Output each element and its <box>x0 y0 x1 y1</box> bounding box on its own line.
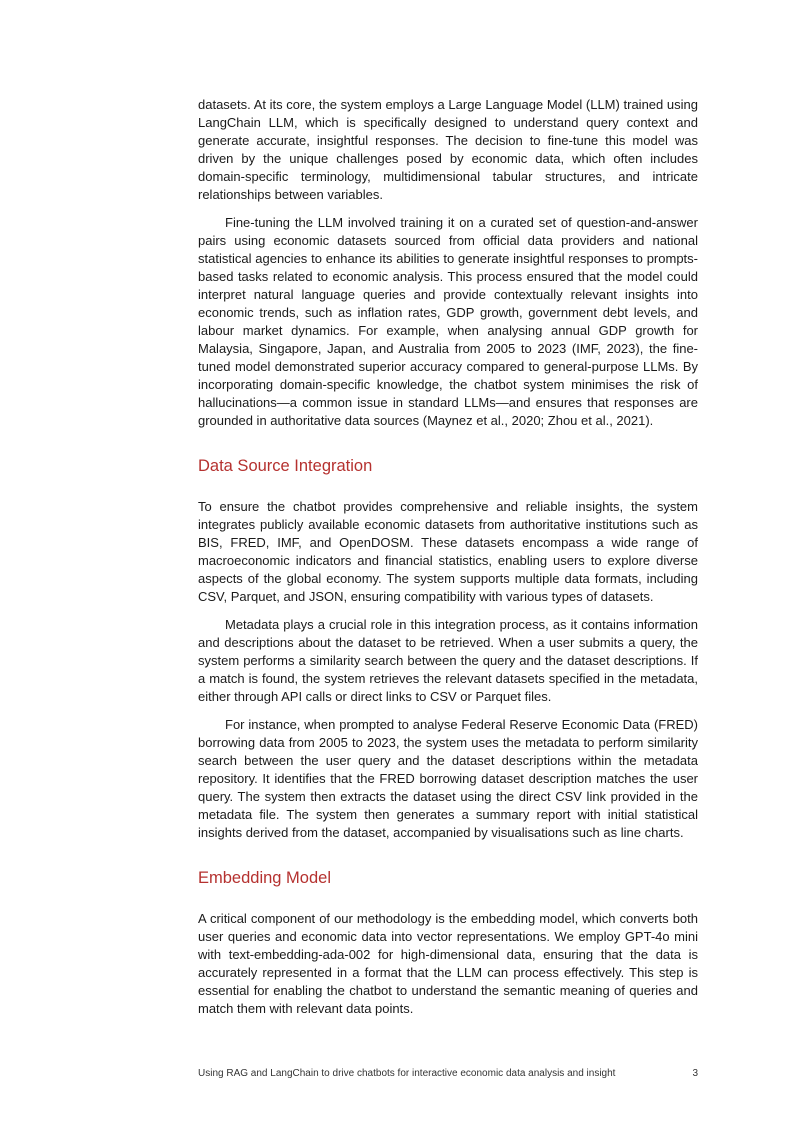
paragraph-fred-example: For instance, when prompted to analyse Federal Reserve Economic Data (FRED) borrowing data from 2005 to 2023, the system uses the metadata to perform similarity search between the user query and the dataset descriptions within the metadata repository. It identifies that the FRED borrowing dataset description matches the user query. The system then extracts the dataset using the direct CSV link provided in the metadata file. The system then generates a summary report with initial statistical insights derived from the dataset, accompanied by visualisations such as line charts. <box>198 717 698 840</box>
page-number: 3 <box>692 1068 698 1079</box>
paragraph-metadata: Metadata plays a crucial role in this integration process, as it contains information and descriptions about the dataset to be retrieved. When a user submits a query, the system performs a similarity search between the query and the dataset descriptions. If a match is found, the system retrieves the relevant datasets specified in the metadata, either through API calls or direct links to CSV or Parquet files. <box>198 617 698 704</box>
paragraph-data-sources: To ensure the chatbot provides comprehensive and reliable insights, the system integrates publicly available economic datasets from authoritative institutions such as BIS, FRED, IMF, and OpenDOSM. These datasets encompass a wide range of macroeconomic indicators and financial statistics, enabling users to explore diverse aspects of the global economy. The system supports multiple data formats, including CSV, Parquet, and JSON, ensuring compatibility with various types of datasets. <box>198 499 698 604</box>
footer-title: Using RAG and LangChain to drive chatbots for interactive economic data analysis and insight <box>198 1068 616 1079</box>
paragraph-llm-intro: datasets. At its core, the system employs a Large Language Model (LLM) trained using LangChain LLM, which is specifically designed to understand query context and generate accurate, insightful responses. The decision to fine-tune this model was driven by the unique challenges posed by economic data, which often includes domain-specific terminology, multidimensional tabular structures, and intricate relationships between variables. <box>198 97 698 202</box>
section-heading-data-source-integration: Data Source Integration <box>198 457 373 475</box>
section-heading-embedding-model: Embedding Model <box>198 869 331 887</box>
paragraph-embedding: A critical component of our methodology is the embedding model, which converts both user queries and economic data into vector representations. We employ GPT-4o mini with text-embedding-ada-002 for high-dimensional data, ensuring that the data is accurately represented in a format that the LLM can process effectively. This step is essential for enabling the chatbot to understand the semantic meaning of queries and match them with relevant data points. <box>198 911 698 1016</box>
paragraph-fine-tuning: Fine-tuning the LLM involved training it on a curated set of question-and-answer pairs using economic datasets sourced from official data providers and national statistical agencies to enhance its abilities to generate insightful responses to prompts-based tasks related to economic analysis. This process ensured that the model could interpret natural language queries and provide contextually relevant insights into economic trends, such as inflation rates, GDP growth, government debt levels, and labour market dynamics. For example, when analysing annual GDP growth for Malaysia, Singapore, Japan, and Australia from 2005 to 2023 (IMF, 2023), the fine-tuned model demonstrated superior accuracy compared to general-purpose LLMs. By incorporating domain-specific knowledge, the chatbot system minimises the risk of hallucinations—a common issue in standard LLMs—and ensures that responses are grounded in authoritative data sources (Maynez et al., 2020; Zhou et al., 2021). <box>198 215 698 428</box>
page-body <box>198 96 698 1028</box>
